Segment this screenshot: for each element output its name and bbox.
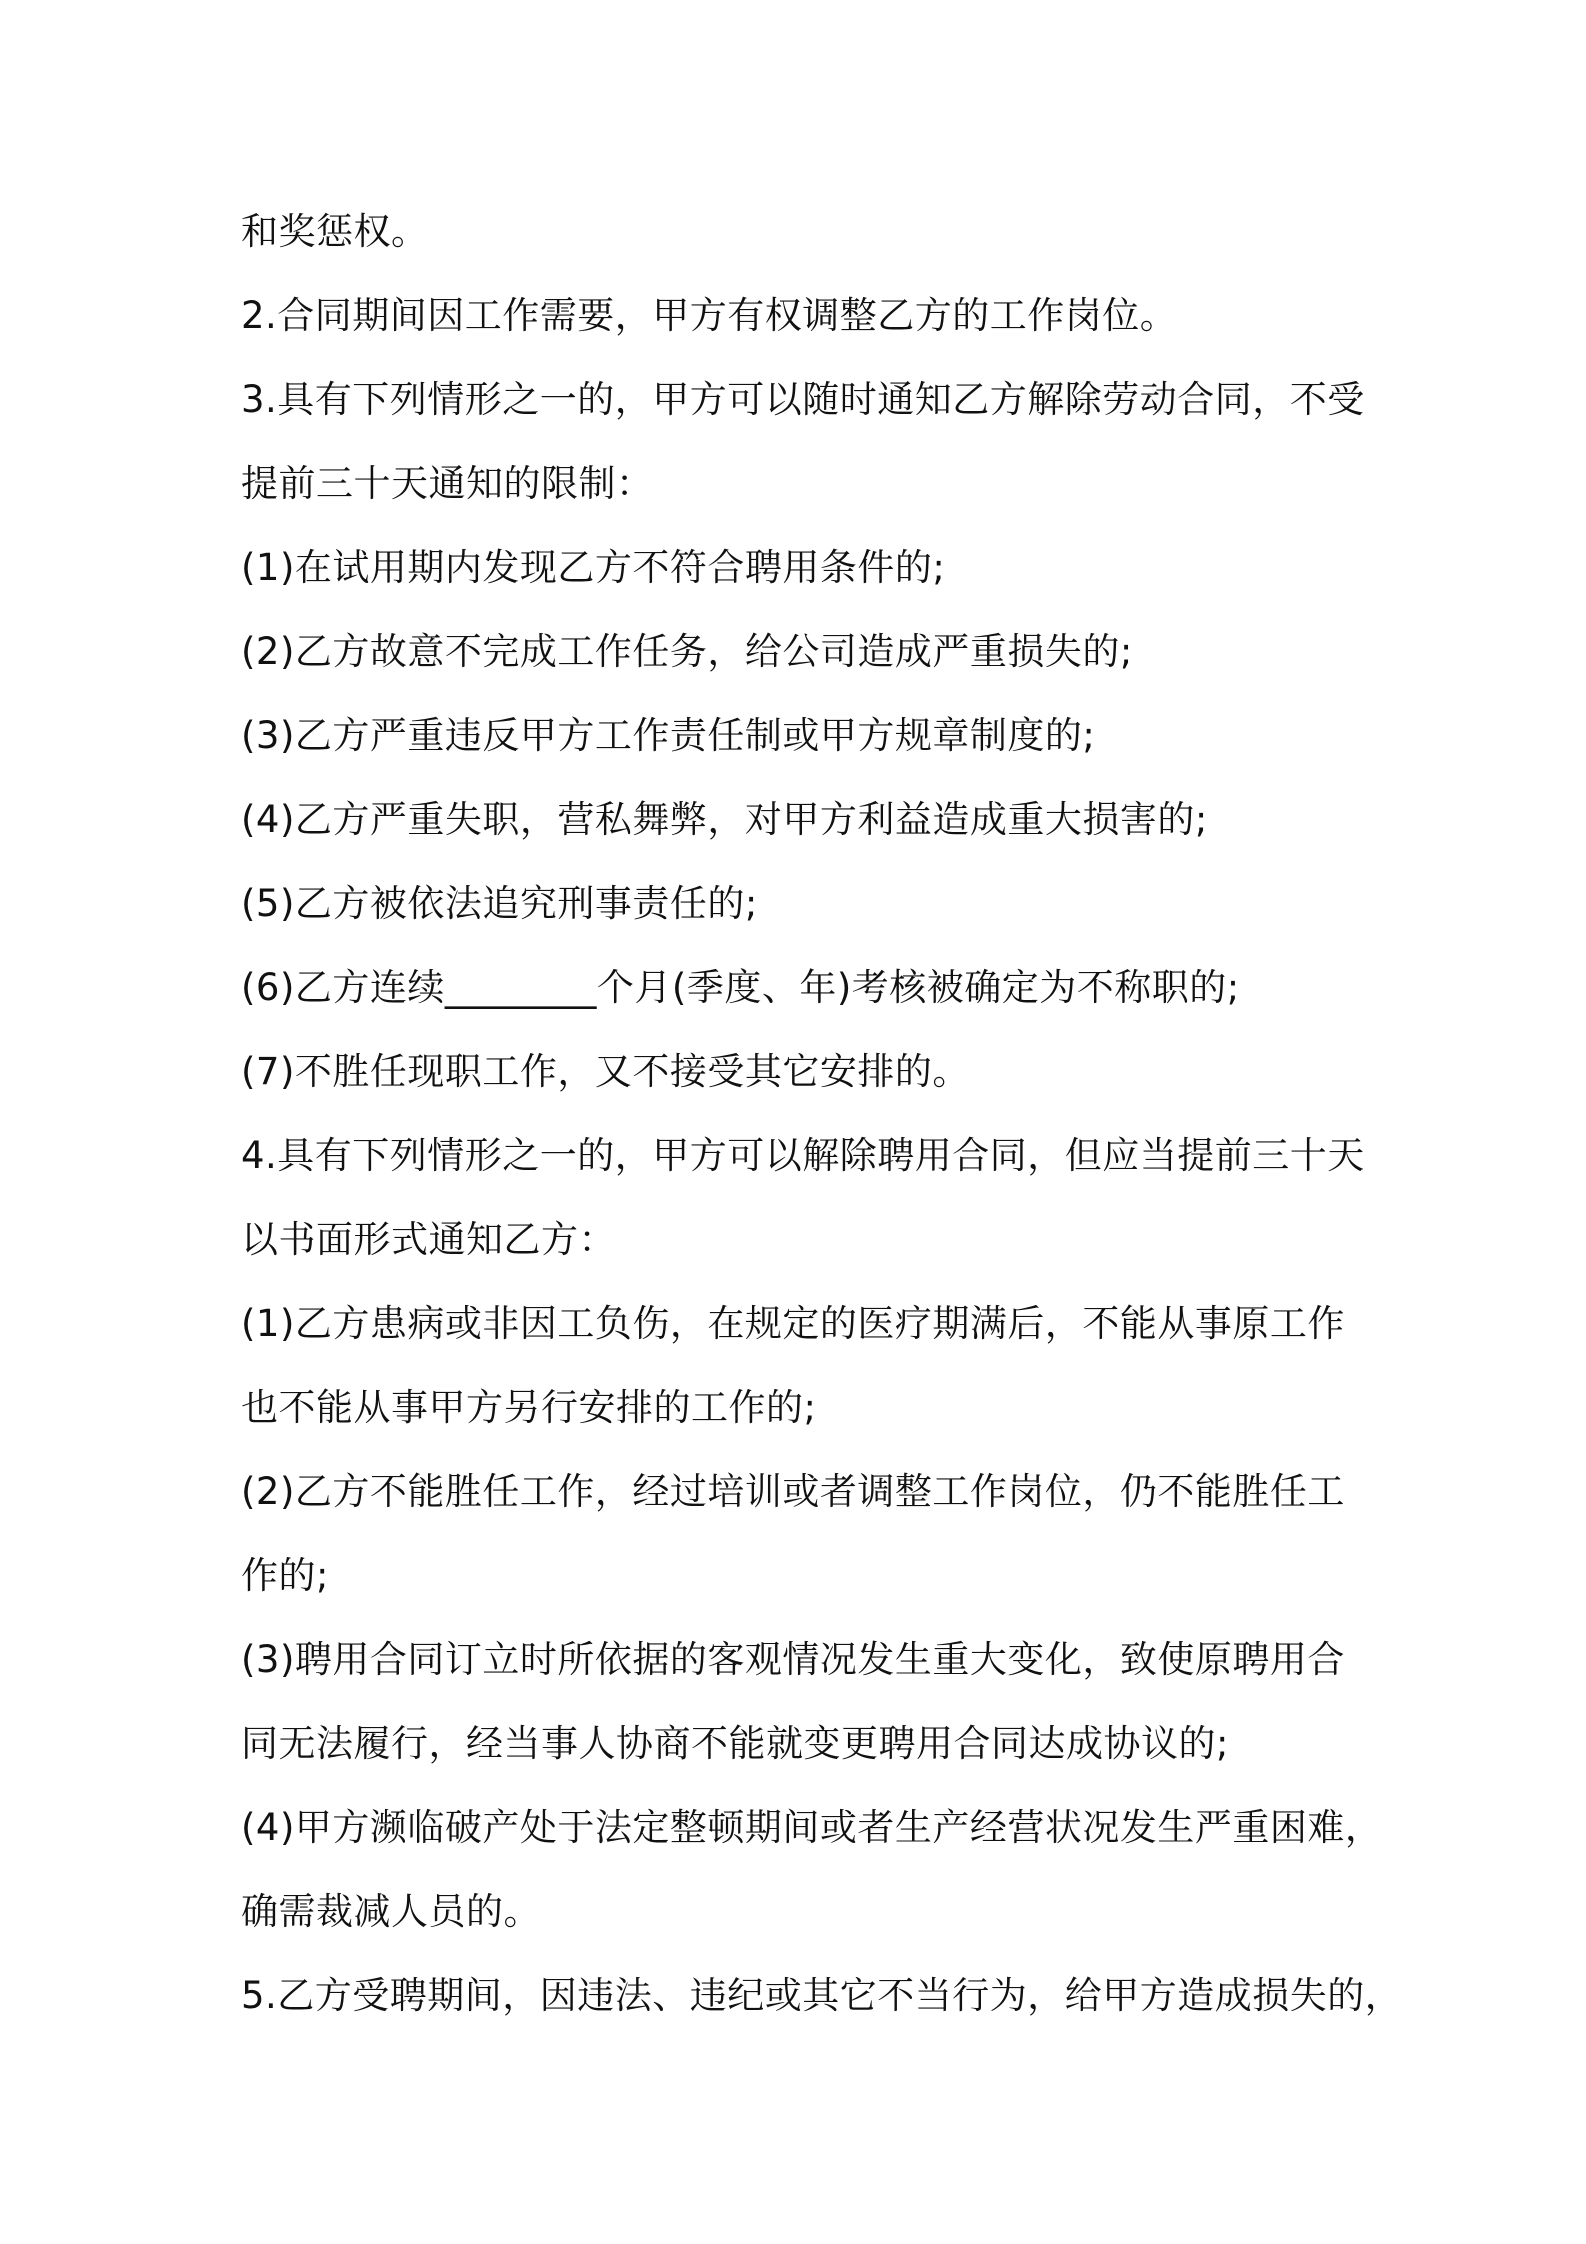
- text-line: 作的;: [241, 1554, 329, 1597]
- text-line: (3)乙方严重违反甲方工作责任制或甲方规章制度的;: [241, 714, 1096, 757]
- text-line: (2)乙方故意不完成工作任务，给公司造成严重损失的;: [241, 630, 1133, 673]
- text-line: (3)聘用合同订立时所依据的客观情况发生重大变化，致使原聘用合: [241, 1638, 1345, 1681]
- text-line: 4.具有下列情形之一的，甲方可以解除聘用合同，但应当提前三十天: [241, 1134, 1365, 1177]
- text-line: (5)乙方被依法追究刑事责任的;: [241, 882, 758, 925]
- text-line: (7)不胜任现职工作，又不接受其它安排的。: [241, 1050, 970, 1093]
- text-line: (4)乙方严重失职，营私舞弊，对甲方利益造成重大损害的;: [241, 798, 1208, 841]
- text-line: (1)乙方患病或非因工负伤，在规定的医疗期满后，不能从事原工作: [241, 1302, 1345, 1345]
- text-line: 提前三十天通知的限制：: [241, 462, 654, 505]
- text-line: 5.乙方受聘期间，因违法、违纪或其它不当行为，给甲方造成损失的，: [241, 1974, 1403, 2017]
- text-line: 以书面形式通知乙方：: [241, 1218, 616, 1261]
- text-line: 同无法履行，经当事人协商不能就变更聘用合同达成协议的;: [241, 1722, 1229, 1765]
- text-line: 3.具有下列情形之一的，甲方可以随时通知乙方解除劳动合同，不受: [241, 378, 1365, 421]
- text-line: (4)甲方濒临破产处于法定整顿期间或者生产经营状况发生严重困难，: [241, 1806, 1383, 1849]
- text-line: (2)乙方不能胜任工作，经过培训或者调整工作岗位，仍不能胜任工: [241, 1470, 1345, 1513]
- document-body: [241, 190, 1403, 2038]
- text-line: (1)在试用期内发现乙方不符合聘用条件的;: [241, 546, 946, 589]
- text-line: (6)乙方连续________个月(季度、年)考核被确定为不称职的;: [241, 966, 1240, 1009]
- text-line: 和奖惩权。: [241, 210, 429, 253]
- text-line: 也不能从事甲方另行安排的工作的;: [241, 1386, 817, 1429]
- text-line: 确需裁减人员的。: [241, 1890, 541, 1933]
- text-line: 2.合同期间因工作需要，甲方有权调整乙方的工作岗位。: [241, 294, 1178, 337]
